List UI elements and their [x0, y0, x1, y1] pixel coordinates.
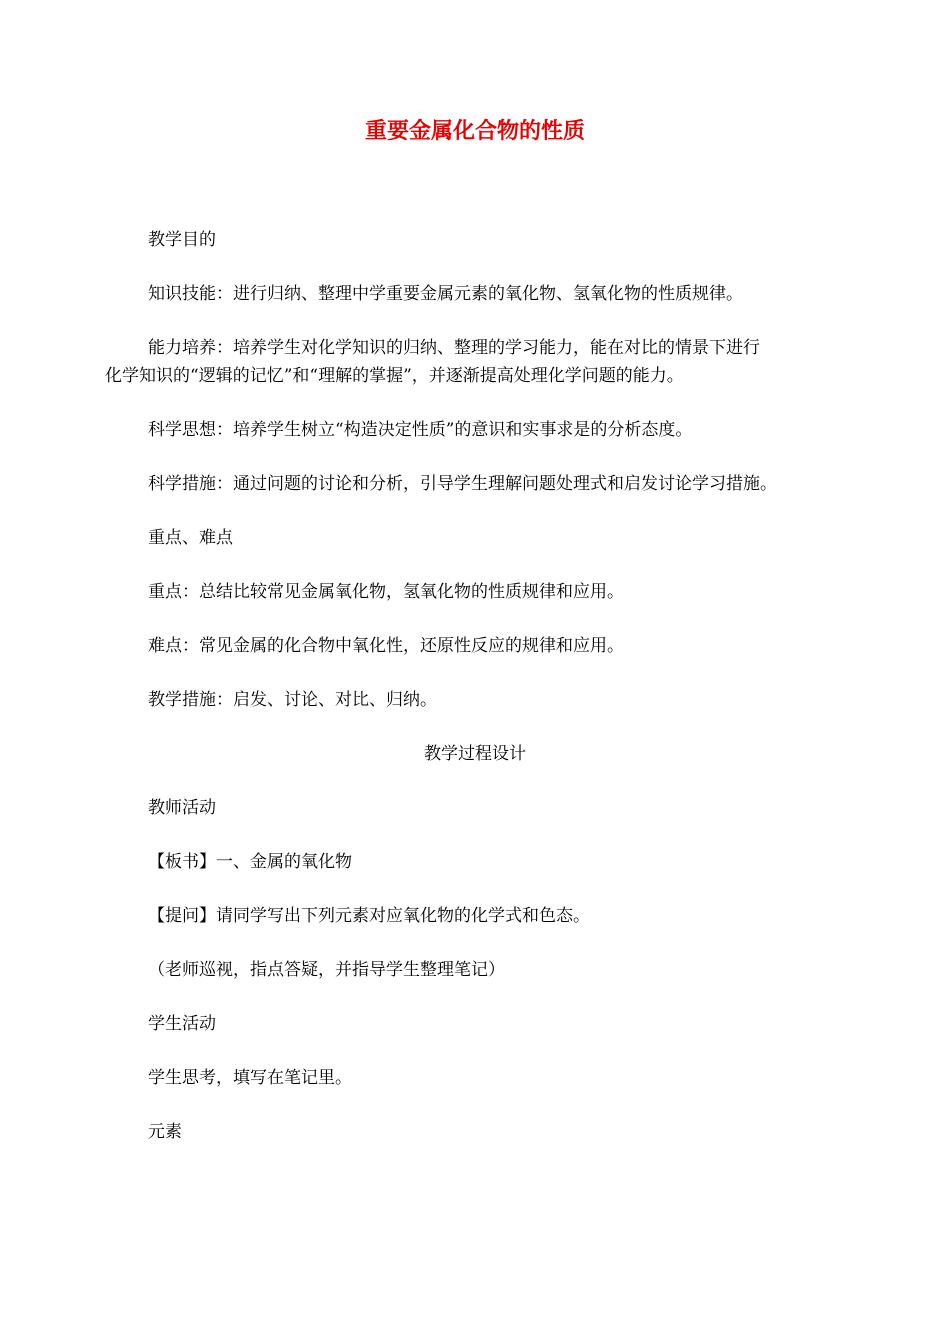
- paragraph-question: 【提问】请同学写出下列元素对应氧化物的化学式和色态。: [148, 906, 590, 926]
- document-title: 重要金属化合物的性质: [364, 119, 585, 144]
- paragraph-teacher-note: （老师巡视，指点答疑，并指导学生整理笔记）: [148, 960, 505, 980]
- heading-student-activity: 学生活动: [148, 1014, 216, 1034]
- paragraph-scientific-methods: 科学措施：通过问题的讨论和分析，引导学生理解问题处理式和启发讨论学习措施。: [148, 474, 777, 494]
- paragraph-key-point: 重点：总结比较常见金属氧化物，氢氧化物的性质规律和应用。: [148, 582, 624, 602]
- paragraph-student-thinking: 学生思考，填写在笔记里。: [148, 1068, 352, 1088]
- paragraph-scientific-thinking: 科学思想：培养学生树立“构造决定性质”的意识和实事求是的分析态度。: [148, 420, 693, 440]
- paragraph-ability-training-line-1: 能力培养：培养学生对化学知识的归纳、整理的学习能力，能在对比的情景下进行: [148, 338, 760, 358]
- paragraph-ability-training-line-2: 化学知识的“逻辑的记忆”和“理解的掌握”，并逐渐提高处理化学问题的能力。: [105, 366, 684, 386]
- heading-teacher-activity: 教师活动: [148, 798, 216, 818]
- paragraph-board-writing: 【板书】一、金属的氧化物: [148, 852, 352, 872]
- paragraph-teaching-methods: 教学措施：启发、讨论、对比、归纳。: [148, 690, 437, 710]
- heading-teaching-goals: 教学目的: [148, 230, 216, 250]
- heading-key-difficult-points: 重点、难点: [148, 528, 233, 548]
- paragraph-difficult-point: 难点：常见金属的化合物中氧化性，还原性反应的规律和应用。: [148, 636, 624, 656]
- heading-process-design: 教学过程设计: [424, 744, 526, 764]
- paragraph-knowledge-skills: 知识技能：进行归纳、整理中学重要金属元素的氧化物、氢氧化物的性质规律。: [148, 284, 743, 304]
- heading-element: 元素: [148, 1122, 182, 1142]
